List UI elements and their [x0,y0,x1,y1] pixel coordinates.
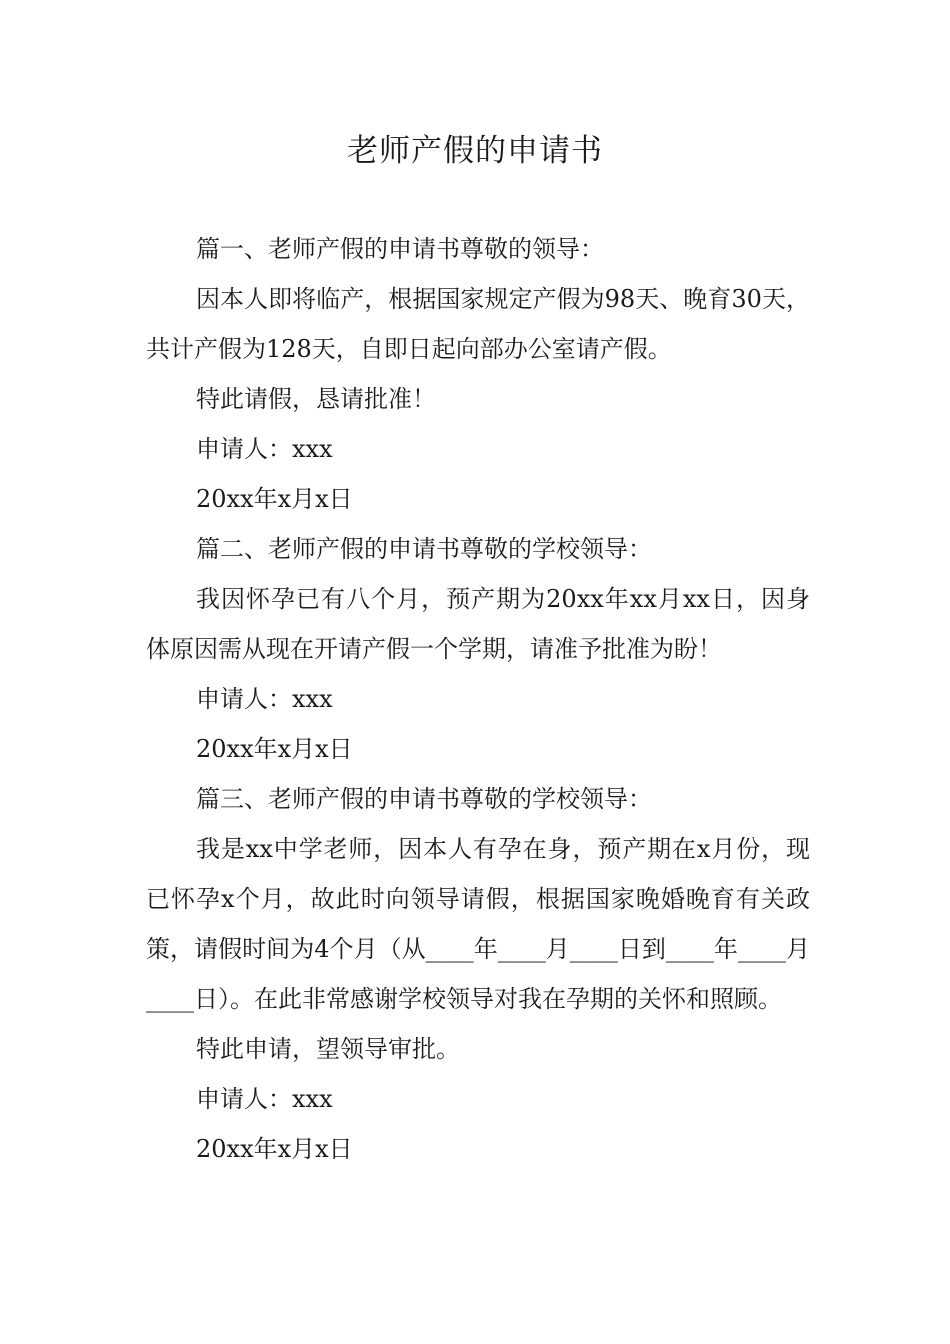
section-3-body: 我是xx中学老师，因本人有孕在身，预产期在x月份，现已怀孕x个月，故此时向领导请假，根据国家晚婚晚育有关政策，请假时间为4个月（从____年____月____日到____年____月____日）。在此非常感谢学校领导对我在孕期的关怀和照顾。 [146,835,810,1013]
section-1-date: 20xx年x月x日 [196,485,353,513]
document-title: 老师产假的申请书 [347,133,603,169]
section-2-body: 我因怀孕已有八个月，预产期为20xx年xx月xx日，因身体原因需从现在开请产假一个学期，请准予批准为盼！ [146,585,810,663]
section-1-closing: 特此请假，恳请批准！ [196,385,436,413]
section-2-applicant: 申请人：xxx [196,685,333,713]
section-1-heading: 篇一、老师产假的申请书尊敬的领导： [196,235,604,263]
section-3-applicant: 申请人：xxx [196,1085,333,1113]
section-2-heading: 篇二、老师产假的申请书尊敬的学校领导： [196,535,652,563]
section-3-closing: 特此申请，望领导审批。 [196,1035,460,1063]
section-3-date: 20xx年x月x日 [196,1135,353,1163]
section-1-body: 因本人即将临产，根据国家规定产假为98天、晚育30天，共计产假为128天，自即日起向部办公室请产假。 [146,285,810,363]
section-2-date: 20xx年x月x日 [196,735,353,763]
section-3-heading: 篇三、老师产假的申请书尊敬的学校领导： [196,785,652,813]
document-body [146,224,810,1174]
section-1-applicant: 申请人：xxx [196,435,333,463]
